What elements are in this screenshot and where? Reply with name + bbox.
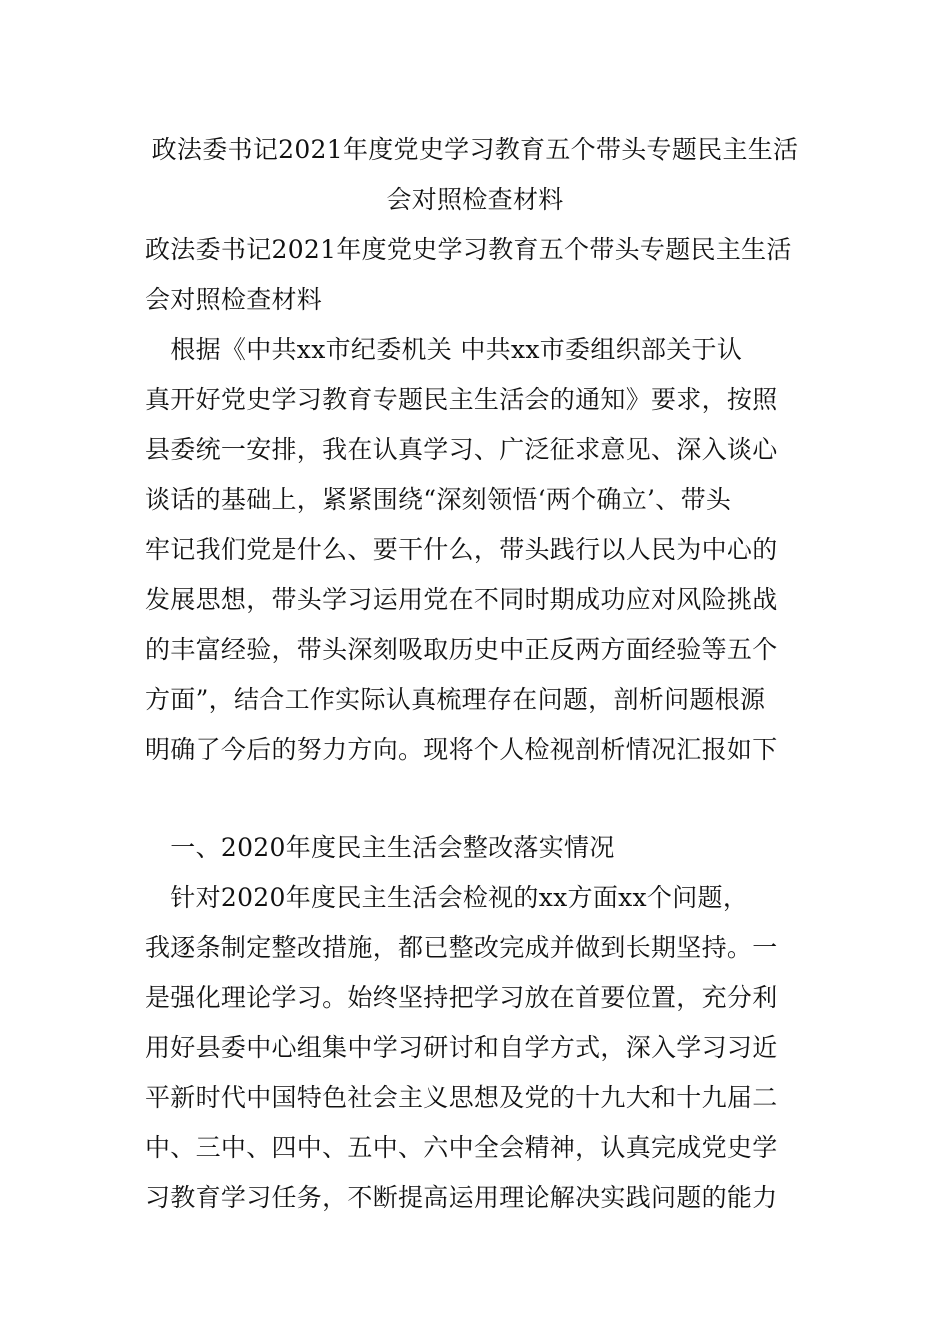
- document-subtitle-line-2: 会对照检查材料: [145, 285, 323, 314]
- section-paragraph-line-2: 我逐条制定整改措施，都已整改完成并做到长期坚持。一: [145, 933, 778, 962]
- intro-paragraph-line-1: 根据《中共xx市纪委机关 中共xx市委组织部关于认: [145, 335, 743, 364]
- intro-paragraph-line-6: 发展思想，带头学习运用党在不同时期成功应对风险挑战: [145, 585, 778, 614]
- section-paragraph-line-5: 平新时代中国特色社会主义思想及党的十九大和十九届二: [145, 1083, 778, 1112]
- intro-paragraph-line-8: 方面”，结合工作实际认真梳理存在问题，剖析问题根源: [145, 685, 766, 714]
- intro-paragraph-line-4: 谈话的基础上，紧紧围绕“深刻领悟‘两个确立’、带头: [145, 485, 732, 514]
- section-paragraph-line-7: 习教育学习任务，不断提高运用理论解决实践问题的能力: [145, 1183, 778, 1212]
- section-paragraph-line-3: 是强化理论学习。始终坚持把学习放在首要位置，充分利: [145, 983, 778, 1012]
- section-paragraph-line-4: 用好县委中心组集中学习研讨和自学方式，深入学习习近: [145, 1033, 778, 1062]
- intro-paragraph-line-7: 的丰富经验，带头深刻吸取历史中正反两方面经验等五个: [145, 635, 778, 664]
- document-title-line-1: 政法委书记2021年度党史学习教育五个带头专题民主生活: [151, 135, 799, 164]
- document-subtitle-line-1: 政法委书记2021年度党史学习教育五个带头专题民主生活: [145, 235, 792, 264]
- intro-paragraph-line-3: 县委统一安排，我在认真学习、广泛征求意见、深入谈心: [145, 435, 778, 464]
- intro-paragraph-line-2: 真开好党史学习教育专题民主生活会的通知》要求，按照: [145, 385, 778, 414]
- document-title-line-2: 会对照检查材料: [386, 185, 564, 214]
- section-paragraph-line-6: 中、三中、四中、五中、六中全会精神，认真完成党史学: [145, 1133, 778, 1162]
- intro-paragraph-line-5: 牢记我们党是什么、要干什么，带头践行以人民为中心的: [145, 535, 778, 564]
- intro-paragraph-line-9: 明确了今后的努力方向。现将个人检视剖析情况汇报如下: [145, 735, 778, 764]
- section-paragraph-line-1: 针对2020年度民主生活会检视的xx方面xx个问题，: [145, 883, 749, 912]
- section-heading: 一、2020年度民主生活会整改落实情况: [145, 833, 615, 862]
